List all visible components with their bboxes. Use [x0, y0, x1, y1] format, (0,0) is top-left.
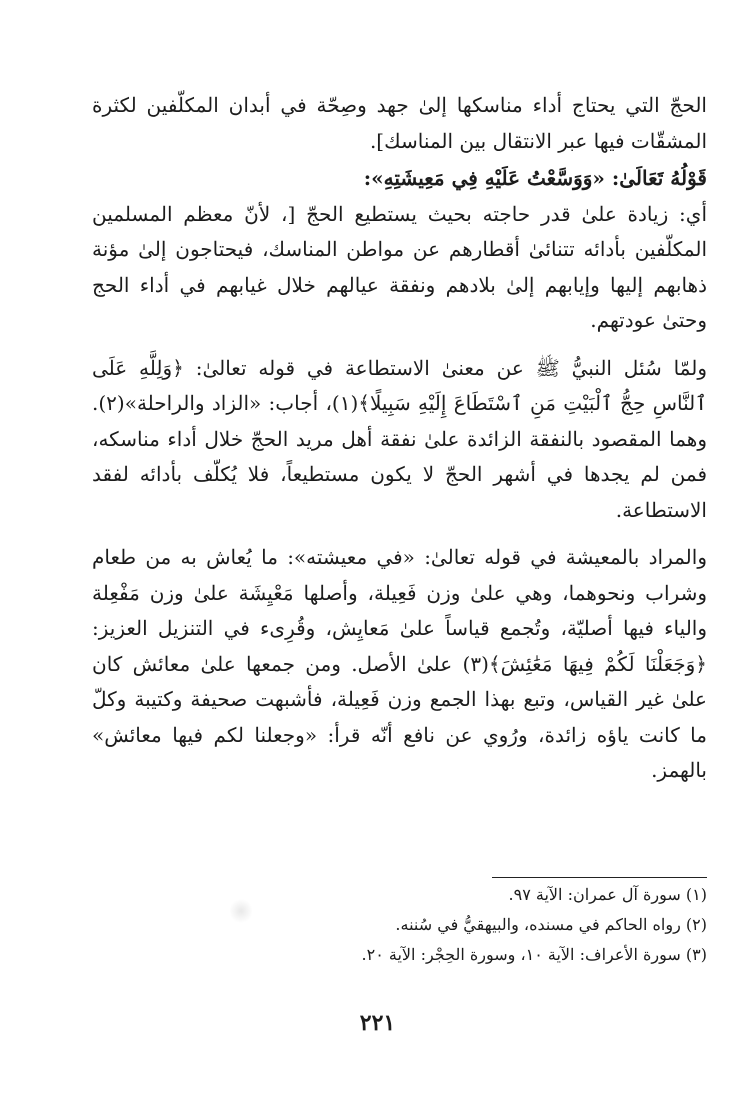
footnotes	[92, 880, 707, 970]
paragraph-1: الحجّ التي يحتاج أداء مناسكها إلىٰ جهد وصِحّة في أبدان المكلّفين لكثرة المشقّات فيها عبر الانتقال بين المناسك].	[92, 93, 707, 153]
paragraph-4: والمراد بالمعيشة في قوله تعالىٰ: «في معيشته»: ما يُعاش به من طعام وشراب ونحوهما، وهي علىٰ وزن فَعِيلة، وأصلها مَعْيِشَة علىٰ وزن مَفْعِلة والياء فيها أصليّة، وتُجمع قياساً علىٰ مَعايِش، وقُرِىء في التنزيل العزيز: ﴿وَجَعَلْنَا لَكُمْ فِيهَا مَعَٰئِشَ﴾(٣) علىٰ الأصل. ومن جمعها علىٰ معائش كان علىٰ غير القياس، وتبع بهذا الجمع وزن فَعِيلة، فأشبهت صحيفة وكتيبة وكلّ ما كانت ياؤه زائدة، ورُوي عن نافع أنّه قرأ: «وجعلنا لكم فيها معائش» بالهمز.	[92, 545, 708, 782]
footnote-2: (٢) رواه الحاكم في مسنده، والبيهقيُّ في سُننه.	[395, 915, 707, 934]
main-text	[92, 88, 707, 789]
paragraph-3: ولمّا سُئل النبيُّ ﷺ عن معنىٰ الاستطاعة في قوله تعالىٰ: ﴿وَلِلَّهِ عَلَى ٱلنَّاسِ حِجُّ ٱلْبَيْتِ مَنِ ٱسْتَطَاعَ إِلَيْهِ سَبِيلًا﴾(١)، أجاب: «الزاد والراحلة»(٢). وهما المقصود بالنفقة الزائدة علىٰ نفقة أهل مريد الحجّ خلال أداء مناسكه، فمن لم يجدها في أشهر الحجّ لا يكون مستطيعاً، فلا يُكلّف بأدائه لفقد الاستطاعة.	[92, 355, 707, 522]
footnote-divider	[492, 877, 707, 878]
page-number: ٢٢١	[359, 1010, 396, 1036]
section-heading: قَوْلُهُ تَعَالَىٰ: «وَوَسَّعْتُ عَلَيْهِ فِي مَعِيشَتِهِ»:	[363, 166, 707, 190]
paragraph-2: أي: زيادة علىٰ قدر حاجته بحيث يستطيع الحجّ [، لأنّ معظم المسلمين المكلّفين بأدائه تتنائىٰ أقطارهم عن مواطن المناسك، فيحتاجون إلىٰ مؤنة ذهابهم إليها وإيابهم إلىٰ بلادهم ونفقة عيالهم خلال غيابهم في أداء الحج وحتىٰ عودتهم.	[92, 201, 707, 332]
footnote-3: (٣) سورة الأعراف: الآية ١٠، وسورة الحِجْر: الآية ٢٠.	[361, 945, 707, 964]
footnote-1: (١) سورة آل عمران: الآية ٩٧.	[508, 885, 707, 904]
